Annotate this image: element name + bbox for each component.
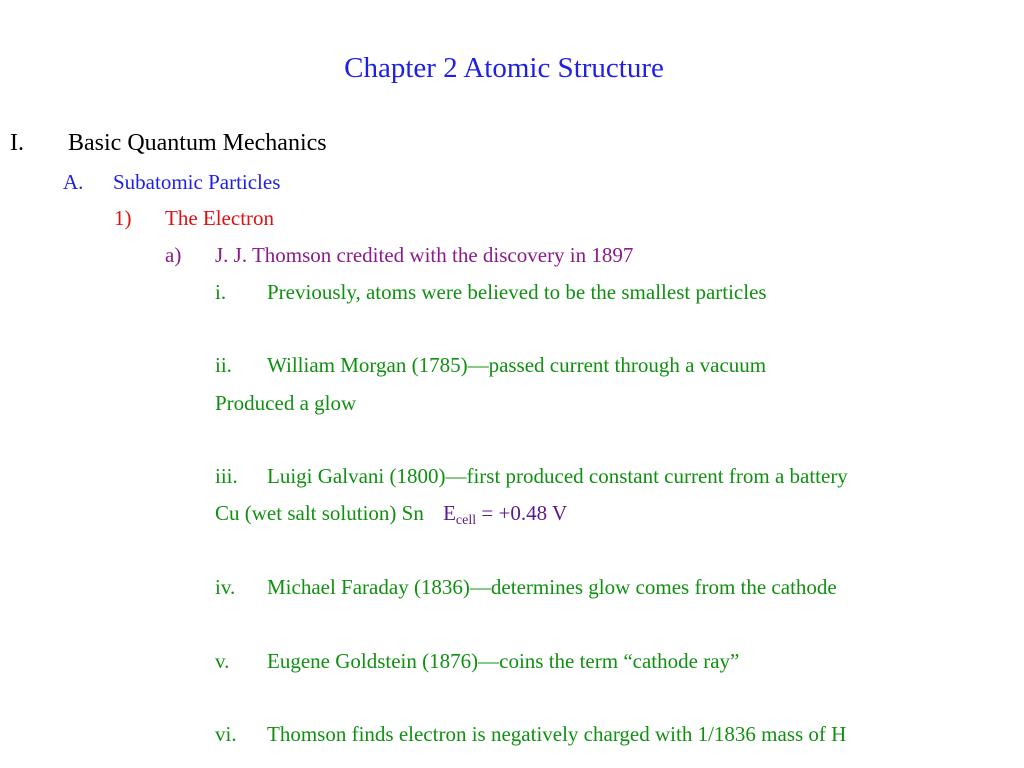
level4-text: J. J. Thomson credited with the discovery in 1897 <box>215 243 634 267</box>
item-continuation <box>215 503 567 528</box>
item-marker: i. <box>215 280 227 304</box>
level1-text: Basic Quantum Mechanics <box>68 130 327 156</box>
ecell-symbol: E <box>443 501 456 525</box>
item-text: Previously, atoms were believed to be the smallest particles <box>267 280 767 304</box>
ecell-subscript: cell <box>455 513 477 528</box>
level3-marker: 1) <box>114 206 132 230</box>
level1-marker: I. <box>10 130 24 156</box>
slide-title: Chapter 2 Atomic Structure <box>344 52 664 84</box>
cell-potential <box>443 501 568 528</box>
ecell-value: = +0.48 V <box>476 501 568 525</box>
item-marker: vi. <box>215 722 237 746</box>
item-marker: ii. <box>215 353 232 377</box>
level3-text: The Electron <box>165 206 275 230</box>
item-text: William Morgan (1785)—passed current through a vacuum <box>267 353 767 377</box>
level2-marker: A. <box>63 170 84 194</box>
item-text: Michael Faraday (1836)—determines glow comes from the cathode <box>267 575 837 599</box>
item-marker: iii. <box>215 464 238 488</box>
item-text: Eugene Goldstein (1876)—coins the term “cathode ray” <box>267 649 740 673</box>
item-text: Luigi Galvani (1800)—first produced constant current from a battery <box>267 464 848 488</box>
item-continuation: Produced a glow <box>215 391 357 415</box>
item-text: Thomson finds electron is negatively charged with 1/1836 mass of H <box>267 722 847 746</box>
item-marker: iv. <box>215 575 236 599</box>
cell-description: Cu (wet salt solution) Sn <box>215 501 424 525</box>
level2-text: Subatomic Particles <box>113 170 281 194</box>
level4-marker: a) <box>165 243 182 267</box>
item-marker: v. <box>215 649 230 673</box>
